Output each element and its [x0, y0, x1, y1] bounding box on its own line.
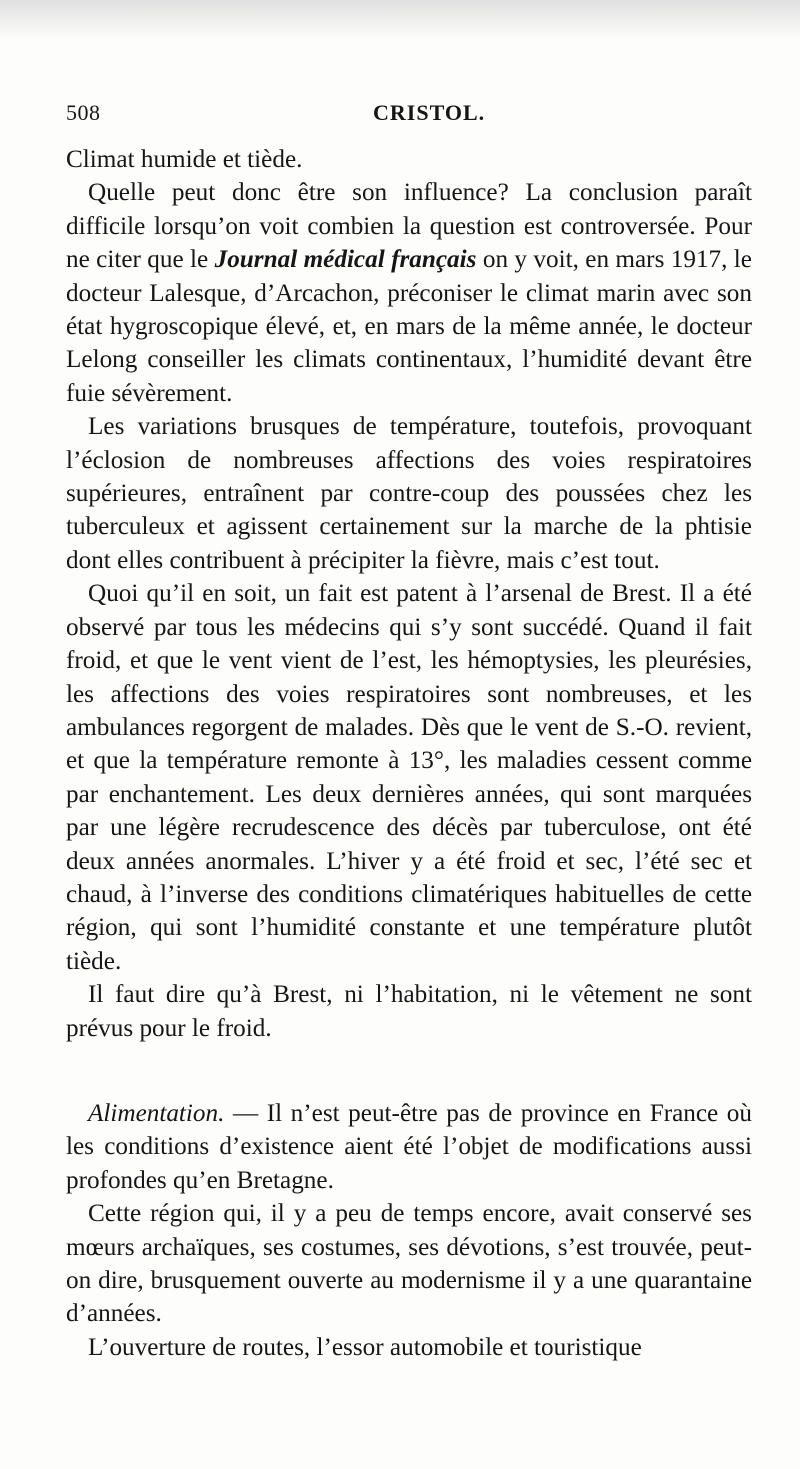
journal-title: Journal médical français: [214, 246, 477, 274]
paragraph-region: Cette région qui, il y a peu de temps encore, avait conservé ses mœurs archaïques, ses costumes, ses dévotions, s’est trouvée, peut-on dire, brusquement ouverte au modernisme il y a une quarantaine d’années.: [66, 1200, 752, 1328]
paragraph-routes: L’ouverture de routes, l’essor automobile et touristique: [88, 1333, 642, 1361]
body-text: [66, 143, 752, 1364]
page-header: [66, 100, 756, 136]
section-title-alimentation: Alimentation.: [88, 1099, 225, 1127]
paragraph-influence-end: on y voit, en mars 1917, le docteur Lalesque, d’Arcachon, préconiser le climat marin avec son état hygroscopique élevé, et, en mars de la même année, le docteur Lelong conseiller les climats continentaux, l’humidité devant être fuie sévèrement.: [66, 246, 752, 407]
section-spacer: [66, 1045, 752, 1097]
paragraph-alimentation: [66, 1097, 752, 1197]
scan-edge-shadow: [0, 0, 800, 40]
page-number: 508: [66, 100, 101, 125]
paragraph-alimentation-text: — Il n’est peut-être pas de province en France où les conditions d’existence aient été l’objet de modifications aussi profondes qu’en Bretagne.: [66, 1099, 752, 1194]
paragraph-brest: Quoi qu’il en soit, un fait est patent à l’arsenal de Brest. Il a été observé par tous les médecins qui s’y sont succédé. Quand il fait froid, et que le vent vient de l’est, les hémoptysies, les pleurésies, les affections des voies respiratoires sont nombreuses, et les ambulances regorgent de malades. Dès que le vent de S.-O. revient, et que la température remonte à 13°, les maladies cessent comme par enchantement. Les deux dernières années, qui sont marquées par une légère recrudescence des décès par tuberculose, ont été deux années anormales. L’hiver y a été froid et sec, l’été sec et chaud, à l’inverse des conditions climatériques habituelles de cette région, qui sont l’humidité constante et une température plutôt tiède.: [66, 580, 752, 975]
paragraph-influence: [66, 176, 752, 410]
paragraph-climat: Climat humide et tiède.: [66, 146, 303, 173]
paragraph-froid: Il faut dire qu’à Brest, ni l’habitation, ni le vêtement ne sont prévus pour le froid.: [66, 981, 752, 1042]
paragraph-variations: Les variations brusques de température, toutefois, provoquant l’éclosion de nombreuses affections des voies respiratoires supérieures, entraînent par contre-coup des poussées chez les tuberculeux et agissent certainement sur la marche de la phtisie dont elles contribuent à précipiter la fièvre, mais c’est tout.: [66, 413, 752, 574]
running-title: CRISTOL.: [373, 100, 486, 125]
paragraph-influence-start: Quelle peut donc être son influence? La conclusion paraît difficile lorsqu’on voit combien la question est controversée. Pour ne citer que le: [66, 179, 752, 274]
